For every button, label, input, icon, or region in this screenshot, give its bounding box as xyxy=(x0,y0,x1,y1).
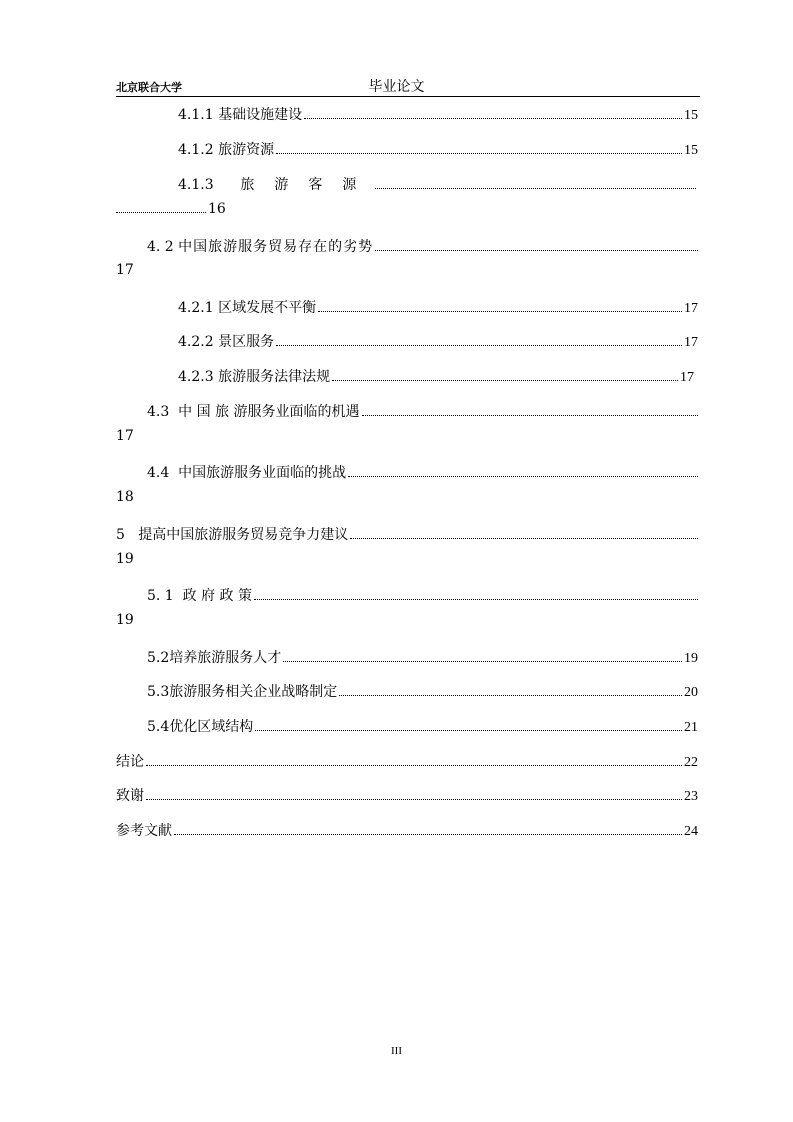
toc-entry-title: 基础设施建设 xyxy=(218,107,303,123)
toc-entry[interactable] xyxy=(147,585,700,605)
toc-entry-page: 17 xyxy=(116,262,134,278)
toc-entry-page: 20 xyxy=(684,685,698,700)
toc-entry-page: 15 xyxy=(684,108,698,123)
page-number: III xyxy=(391,1045,402,1057)
toc-entry[interactable] xyxy=(147,647,698,667)
toc-leader xyxy=(174,833,682,835)
toc-entry-title: 中国旅游服务贸易存在的劣势 xyxy=(178,239,374,255)
toc-entry-title: 培养旅游服务人才 xyxy=(169,650,282,666)
toc-entry-continuation xyxy=(116,489,134,505)
toc-entry-title: 景区服务 xyxy=(218,334,275,350)
toc-entry-continuation xyxy=(116,612,134,628)
toc-entry[interactable] xyxy=(178,366,694,386)
toc-entry-title: 中国旅游服务业面临的挑战 xyxy=(178,465,347,481)
toc-entry[interactable] xyxy=(147,236,700,256)
toc-entry-number: 4.1.2 xyxy=(178,142,214,158)
toc-entry-page: 17 xyxy=(116,428,134,444)
toc-entry-title: 旅 游 客 源 xyxy=(240,177,360,193)
toc-entry-title: 提高中国旅游服务贸易竞争力建议 xyxy=(138,527,349,543)
toc-entry[interactable] xyxy=(116,820,698,840)
toc-entry[interactable] xyxy=(147,462,700,482)
toc-entry-page: 19 xyxy=(684,651,698,666)
toc-entry-continuation xyxy=(116,428,134,444)
toc-entry-title: 旅游服务法律法规 xyxy=(218,369,331,385)
toc-entry-number: 5. 1 xyxy=(147,588,174,604)
toc-leader xyxy=(339,694,682,696)
toc-leader xyxy=(375,187,696,189)
toc-entry[interactable] xyxy=(178,174,698,194)
toc-entry-number: 4.2.3 xyxy=(178,369,214,385)
toc-entry[interactable] xyxy=(147,716,698,736)
toc-entry-number: 4.1.3 xyxy=(178,177,214,193)
toc-entry-number: 4.3 xyxy=(147,404,170,420)
toc-leader xyxy=(276,152,682,154)
toc-entry-title: 结论 xyxy=(116,754,144,770)
toc-entry[interactable] xyxy=(116,524,700,544)
toc-leader xyxy=(283,660,682,662)
toc-entry-number: 4.2.1 xyxy=(178,300,214,316)
toc-entry-page: 21 xyxy=(684,720,698,735)
toc-entry-page: 19 xyxy=(116,551,134,567)
toc-entry-title: 中 国 旅 游服务业面临的机遇 xyxy=(178,404,360,420)
toc-entry-title: 致谢 xyxy=(116,788,144,804)
toc-entry-number: 4.1.1 xyxy=(178,107,214,123)
toc-leader xyxy=(146,764,682,766)
toc-leader xyxy=(332,379,678,381)
toc-entry-number: 4. 2 xyxy=(147,239,174,255)
toc-entry-title: 旅游资源 xyxy=(218,142,275,158)
toc-entry-number: 5.4 xyxy=(147,719,170,735)
header-rule xyxy=(116,96,700,97)
document-type: 毕业论文 xyxy=(368,79,425,95)
toc-entry-title: 参考文献 xyxy=(116,823,172,839)
toc-entry-number: 5 xyxy=(116,527,125,543)
toc-entry[interactable] xyxy=(178,104,698,124)
toc-entry[interactable] xyxy=(178,331,698,351)
toc-leader xyxy=(254,598,698,600)
toc-leader xyxy=(304,117,682,119)
toc-leader xyxy=(375,249,698,251)
toc-entry-number: 4.4 xyxy=(147,465,170,481)
toc-entry[interactable] xyxy=(178,297,698,317)
toc-entry-page: 17 xyxy=(680,370,694,385)
toc-entry-page: 23 xyxy=(684,789,698,804)
toc-entry-continuation xyxy=(116,551,134,567)
toc-entry-title: 优化区域结构 xyxy=(169,719,254,735)
toc-entry-title: 区域发展不平衡 xyxy=(218,300,317,316)
toc-leader xyxy=(350,537,698,539)
toc-entry-page: 18 xyxy=(116,489,134,505)
toc-leader xyxy=(348,475,698,477)
toc-entry[interactable] xyxy=(147,681,698,701)
toc-entry-number: 4.2.2 xyxy=(178,334,214,350)
toc-entry-page: 19 xyxy=(116,612,134,628)
toc-entry[interactable] xyxy=(178,139,698,159)
toc-entry-title: 旅游服务相关企业战略制定 xyxy=(169,684,338,700)
toc-entry-title: 政 府 政 策 xyxy=(182,588,252,604)
toc-leader xyxy=(362,414,698,416)
toc-entry-page: 24 xyxy=(684,824,698,839)
toc-leader xyxy=(318,310,682,312)
toc-leader xyxy=(255,729,682,731)
toc-entry[interactable] xyxy=(147,401,700,421)
toc-entry-number: 5.3 xyxy=(147,684,170,700)
toc-leader xyxy=(146,798,682,800)
toc-leader xyxy=(276,344,682,346)
toc-entry-continuation xyxy=(116,201,226,217)
toc-entry-page: 17 xyxy=(684,301,698,316)
toc-leader xyxy=(116,211,206,213)
page-header xyxy=(0,0,793,100)
toc-entry[interactable] xyxy=(116,785,698,805)
toc-entry-number: 5.2 xyxy=(147,650,170,666)
toc-entry-continuation xyxy=(116,262,134,278)
toc-entry-page: 17 xyxy=(684,335,698,350)
toc-entry-page: 15 xyxy=(684,143,698,158)
toc-entry-page: 16 xyxy=(208,201,226,217)
toc-entry-page: 22 xyxy=(684,755,698,770)
school-name: 北京联合大学 xyxy=(116,81,182,94)
toc-entry[interactable] xyxy=(116,751,698,771)
